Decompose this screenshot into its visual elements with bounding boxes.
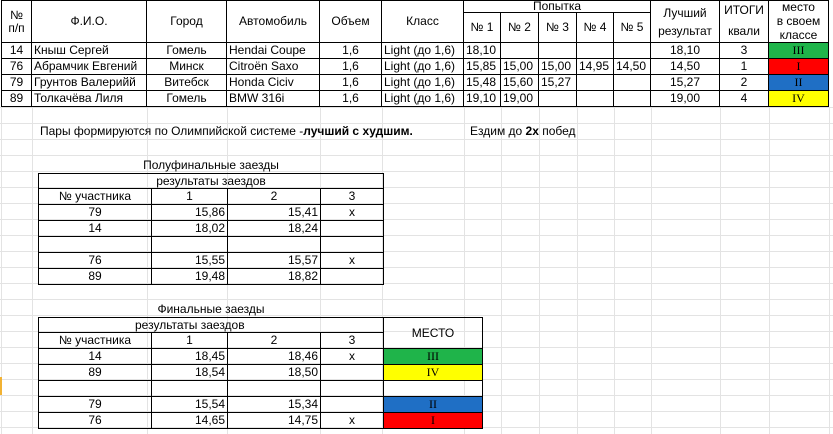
main-row-1-city: Гомель [147,43,227,59]
final-row-4-r3 [321,397,384,413]
final-row-1-r1: 18,45 [152,349,228,365]
semi-row-1-r1: 15,86 [152,205,228,221]
semi-row-4-r3: x [321,253,384,269]
main-row-2-a-1: 15,00 [501,59,539,75]
main-row-1-car: Hendai Coupe [227,43,320,59]
final-col-1: 1 [152,333,228,349]
main-row-1-kvali: 3 [720,43,769,59]
final-col-participant: № участника [38,333,152,349]
semi-row-3-r1 [152,237,228,253]
main-row-3-place: II [769,75,829,91]
semi-col-1: 1 [152,189,228,205]
header-fio: Ф.И.О. [32,0,147,43]
main-row-2-car: Citroën Saxo [227,59,320,75]
wins-note-text: Ездим до [470,123,526,138]
main-row-1-fio: Кныш Сергей [32,43,147,59]
main-row-2-a-4: 14,50 [614,59,651,75]
main-row-1-volume: 1,6 [320,43,382,59]
final-row-2-p: 89 [38,365,152,381]
final-row-2-r1: 18,54 [152,365,228,381]
main-row-3-car: Honda Ciciv [227,75,320,91]
semi-row-5-p: 89 [38,269,152,285]
main-row-3-a-1: 15,60 [501,75,539,91]
header-car: Автомобиль [227,0,320,43]
main-row-4-num: 89 [1,91,32,107]
header-attempt-1: № 1 [464,13,501,43]
main-row-2-place: I [769,59,829,75]
main-row-2-fio: Абрамчик Евгений [32,59,147,75]
main-row-1-num: 14 [1,43,32,59]
header-volume: Объем [320,0,382,43]
wins-note-bold: 2х [525,123,539,138]
final-subtitle: результаты заездов [38,317,384,333]
main-row-4-a-3 [577,91,614,107]
semi-row-3-r2 [228,237,321,253]
pairs-note-text: Пары формируются по Олимпийской системе - [40,123,304,138]
main-row-3-a-3 [577,75,614,91]
wins-note [468,122,608,140]
main-row-3-fio: Грунтов Валерийй [32,75,147,91]
header-place-sub-label: в своем классе [776,13,821,42]
header-attempt-5: № 5 [614,13,651,43]
main-row-1-a-2 [539,43,577,59]
semi-row-1-r3: x [321,205,384,221]
main-row-4-car: BMW 316i [227,91,320,107]
main-row-4-a-2 [539,91,577,107]
semi-row-5-r3 [321,269,384,285]
main-row-2-best: 14,50 [651,59,720,75]
semi-row-1-r2: 15,41 [228,205,321,221]
semi-subtitle: результаты заездов [38,173,384,189]
semi-row-2-r1: 18,02 [152,221,228,237]
main-row-2-kvali: 1 [720,59,769,75]
header-place-sub [769,13,829,43]
pairs-note-bold: лучший с худшим. [303,123,413,138]
main-row-2-a-3: 14,95 [577,59,614,75]
main-row-2-cls: Light (до 1,6) [382,59,464,75]
final-place-header: МЕСТО [384,317,483,349]
final-col-3: 3 [321,333,384,349]
header-num-label: № п/п [8,7,25,35]
main-row-3-kvali: 2 [720,75,769,91]
final-row-5-r3: x [321,413,384,429]
semi-col-2: 2 [228,189,321,205]
semi-row-2-r3 [321,221,384,237]
header-city: Город [147,0,227,43]
header-class: Класс [382,0,464,43]
main-row-2-volume: 1,6 [320,59,382,75]
header-attempt-4: № 4 [577,13,614,43]
semi-col-participant: № участника [38,189,152,205]
semi-title: Полуфинальные заезды [143,157,279,172]
final-row-3-p [38,381,152,397]
final-row-3-r3 [321,381,384,397]
main-row-3-a-0: 15,48 [464,75,501,91]
main-row-4-a-1: 19,00 [501,91,539,107]
semi-col-3: 3 [321,189,384,205]
main-row-4-volume: 1,6 [320,91,382,107]
final-row-5-place: I [384,413,483,429]
main-row-2-a-0: 15,85 [464,59,501,75]
main-row-4-kvali: 4 [720,91,769,107]
main-row-1-a-1 [501,43,539,59]
semi-row-4-r2: 15,57 [228,253,321,269]
main-row-3-a-4 [614,75,651,91]
final-row-4-r2: 15,34 [228,397,321,413]
final-row-1-p: 14 [38,349,152,365]
semi-row-2-p: 14 [38,221,152,237]
semi-row-1-p: 79 [38,205,152,221]
semi-row-3-r3 [321,237,384,253]
final-row-2-r2: 18,50 [228,365,321,381]
main-row-3-volume: 1,6 [320,75,382,91]
final-row-4-place: II [384,397,483,413]
semi-row-5-r2: 18,82 [228,269,321,285]
final-row-3-place [384,381,483,397]
main-row-3-a-2: 15,27 [539,75,577,91]
semi-row-5-r1: 19,48 [152,269,228,285]
final-title: Финальные заезды [157,301,265,316]
header-results: ИТОГИ [720,0,769,20]
header-num [1,0,32,43]
final-row-5-r1: 14,65 [152,413,228,429]
row-selection-marker [0,377,2,395]
main-row-2-a-2: 15,00 [539,59,577,75]
main-row-4-place: IV [769,91,829,107]
main-row-3-city: Витебск [147,75,227,91]
main-row-1-a-3 [577,43,614,59]
main-row-4-city: Гомель [147,91,227,107]
final-row-1-r2: 18,46 [228,349,321,365]
main-row-2-num: 76 [1,59,32,75]
header-attempt: Попытка [464,0,651,13]
final-col-2: 2 [228,333,321,349]
main-row-1-cls: Light (до 1,6) [382,43,464,59]
final-row-4-p: 79 [38,397,152,413]
main-row-4-fio: Толкачёва Лиля [32,91,147,107]
main-row-2-city: Минск [147,59,227,75]
final-row-4-r1: 15,54 [152,397,228,413]
final-row-1-place: III [384,349,483,365]
main-row-4-best: 19,00 [651,91,720,107]
main-row-3-cls: Light (до 1,6) [382,75,464,91]
final-row-3-r2 [228,381,321,397]
main-row-4-cls: Light (до 1,6) [382,91,464,107]
header-place: место [769,0,829,13]
final-row-5-r2: 14,75 [228,413,321,429]
final-row-2-r3 [321,365,384,381]
semi-row-2-r2: 18,24 [228,221,321,237]
main-row-3-num: 79 [1,75,32,91]
header-kvali: квали [720,20,769,43]
semi-row-3-p [38,237,152,253]
main-row-1-a-4 [614,43,651,59]
main-row-3-best: 15,27 [651,75,720,91]
semi-row-4-p: 76 [38,253,152,269]
wins-note-tail: побед [538,123,576,138]
header-attempt-2: № 2 [501,13,539,43]
semi-row-4-r1: 15,55 [152,253,228,269]
main-row-1-place: III [769,43,829,59]
main-row-4-a-4 [614,91,651,107]
final-row-3-r1 [152,381,228,397]
main-row-1-a-0: 18,10 [464,43,501,59]
pairs-note [38,122,438,140]
header-best [651,0,720,43]
final-row-1-r3: x [321,349,384,365]
main-row-4-a-0: 19,10 [464,91,501,107]
header-best-label: Лучший результат [658,5,712,38]
header-attempt-3: № 3 [539,13,577,43]
final-row-5-p: 76 [38,413,152,429]
main-row-1-best: 18,10 [651,43,720,59]
final-row-2-place: IV [384,365,483,381]
